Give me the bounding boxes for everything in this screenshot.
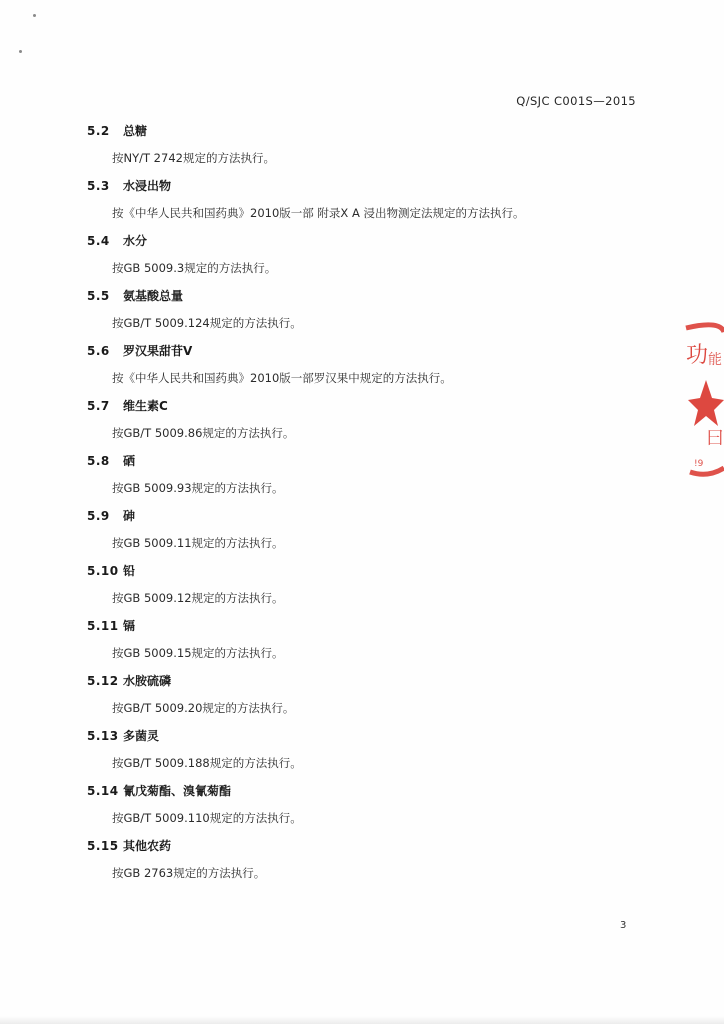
section-title: 水分 bbox=[123, 234, 148, 248]
section-5-3 bbox=[0, 175, 724, 230]
section-heading bbox=[87, 342, 192, 359]
section-5-5 bbox=[0, 285, 724, 340]
section-body: 按GB/T 5009.86规定的方法执行。 bbox=[112, 426, 295, 440]
section-5-6 bbox=[0, 340, 724, 395]
section-number: 5.6 bbox=[87, 344, 110, 358]
section-body: 按GB/T 5009.124规定的方法执行。 bbox=[112, 316, 302, 330]
seal-graphic bbox=[676, 322, 724, 482]
section-heading bbox=[87, 287, 183, 304]
scan-speck bbox=[33, 14, 36, 17]
section-5-14 bbox=[0, 780, 724, 835]
section-number: 5.5 bbox=[87, 289, 110, 303]
svg-text:曰: 曰 bbox=[706, 428, 724, 449]
section-number: 5.3 bbox=[87, 179, 110, 193]
section-number: 5.4 bbox=[87, 234, 110, 248]
section-5-12 bbox=[0, 670, 724, 725]
section-body: 按GB 2763规定的方法执行。 bbox=[112, 866, 266, 880]
section-body: 按《中华人民共和国药典》2010版一部 附录X A 浸出物测定法规定的方法执行。 bbox=[112, 206, 525, 220]
section-number: 5.8 bbox=[87, 454, 110, 468]
section-title: 其他农药 bbox=[123, 839, 172, 853]
section-heading bbox=[87, 507, 135, 524]
section-number: 5.13 bbox=[87, 729, 119, 743]
scan-speck bbox=[19, 50, 22, 53]
section-number: 5.10 bbox=[87, 564, 119, 578]
section-body: 按GB/T 5009.110规定的方法执行。 bbox=[112, 811, 302, 825]
section-title: 氰戊菊酯、溴氰菊酯 bbox=[123, 784, 232, 798]
section-heading bbox=[87, 672, 171, 689]
section-body: 按GB 5009.12规定的方法执行。 bbox=[112, 591, 284, 605]
section-title: 总糖 bbox=[123, 124, 148, 138]
section-title: 镉 bbox=[123, 619, 136, 633]
section-number: 5.11 bbox=[87, 619, 119, 633]
section-5-8 bbox=[0, 450, 724, 505]
page-number: 3 bbox=[620, 920, 627, 931]
section-heading bbox=[87, 177, 171, 194]
section-5-15 bbox=[0, 835, 724, 890]
section-number: 5.14 bbox=[87, 784, 119, 798]
section-title: 多菌灵 bbox=[123, 729, 160, 743]
section-heading bbox=[87, 727, 159, 744]
section-body: 按GB 5009.3规定的方法执行。 bbox=[112, 261, 277, 275]
section-5-7 bbox=[0, 395, 724, 450]
section-title: 硒 bbox=[123, 454, 136, 468]
section-title: 氨基酸总量 bbox=[123, 289, 184, 303]
section-number: 5.7 bbox=[87, 399, 110, 413]
section-heading bbox=[87, 782, 231, 799]
section-5-11 bbox=[0, 615, 724, 670]
sections-list bbox=[0, 120, 724, 890]
document-code: Q/SJC C001S—2015 bbox=[516, 94, 636, 108]
section-title: 水胺硫磷 bbox=[123, 674, 172, 688]
section-heading bbox=[87, 562, 135, 579]
section-body: 按NY/T 2742规定的方法执行。 bbox=[112, 151, 275, 165]
section-heading bbox=[87, 397, 168, 414]
red-seal-stamp bbox=[676, 322, 724, 482]
section-number: 5.2 bbox=[87, 124, 110, 138]
section-body: 按GB 5009.93规定的方法执行。 bbox=[112, 481, 284, 495]
section-5-13 bbox=[0, 725, 724, 780]
section-body: 按《中华人民共和国药典》2010版一部罗汉果中规定的方法执行。 bbox=[112, 371, 452, 385]
section-5-2 bbox=[0, 120, 724, 175]
section-5-9 bbox=[0, 505, 724, 560]
section-title: 铅 bbox=[123, 564, 136, 578]
section-title: 砷 bbox=[123, 509, 136, 523]
section-title: 罗汉果甜苷V bbox=[123, 344, 193, 358]
section-body: 按GB 5009.15规定的方法执行。 bbox=[112, 646, 284, 660]
section-heading bbox=[87, 837, 171, 854]
section-number: 5.12 bbox=[87, 674, 119, 688]
section-heading bbox=[87, 617, 135, 634]
section-number: 5.15 bbox=[87, 839, 119, 853]
section-heading bbox=[87, 452, 135, 469]
section-number: 5.9 bbox=[87, 509, 110, 523]
section-5-10 bbox=[0, 560, 724, 615]
section-5-4 bbox=[0, 230, 724, 285]
svg-text:功: 功 bbox=[686, 343, 709, 368]
svg-text:!9: !9 bbox=[694, 459, 704, 469]
section-body: 按GB 5009.11规定的方法执行。 bbox=[112, 536, 284, 550]
svg-text:能: 能 bbox=[708, 352, 722, 368]
section-body: 按GB/T 5009.188规定的方法执行。 bbox=[112, 756, 302, 770]
section-title: 水浸出物 bbox=[123, 179, 172, 193]
section-heading bbox=[87, 122, 147, 139]
scan-bottom-edge bbox=[0, 1016, 724, 1024]
section-title: 维生素C bbox=[123, 399, 168, 413]
section-heading bbox=[87, 232, 147, 249]
section-body: 按GB/T 5009.20规定的方法执行。 bbox=[112, 701, 295, 715]
